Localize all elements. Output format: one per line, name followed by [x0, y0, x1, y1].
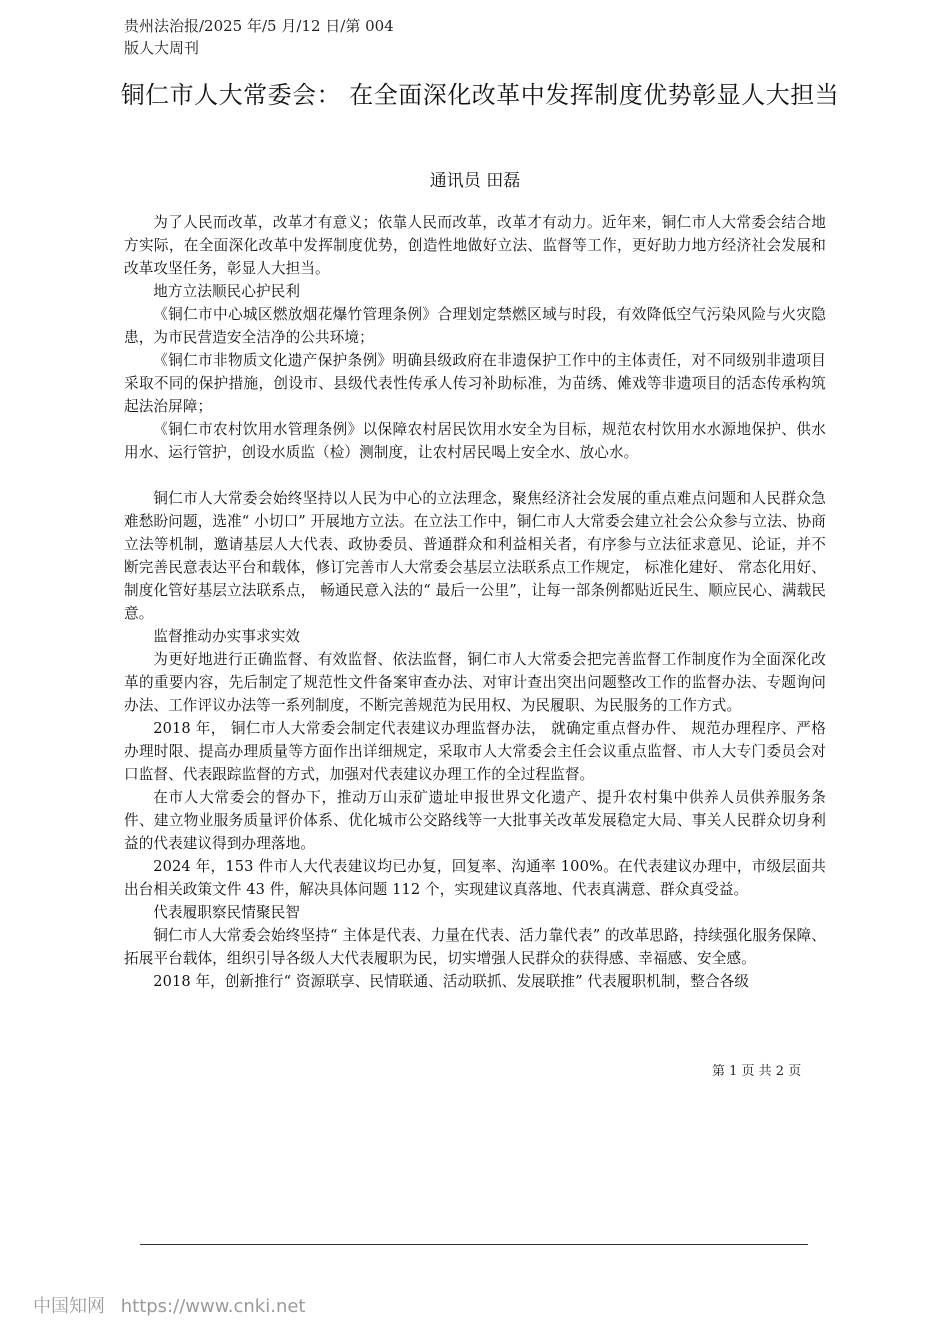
paragraph: 为更好地进行正确监督、有效监督、依法监督，铜仁市人大常委会把完善监督工作制度作为全面深化改革的重要内容，先后制定了规范性文件备案审查办法、对审计查出突出问题整改工作的监督办法、专题询问办法、工作评议办法等一系列制度，不断完善规范为民用权、为民履职、为民服务的工作方式。 [124, 651, 826, 714]
section-heading: 监督推动办实事求实效 [153, 628, 301, 645]
paragraph: 2018 年， 铜仁市人大常委会制定代表建议办理监督办法， 就确定重点督办件、 规范办理程序、严格办理时限、提高办理质量等方面作出详细规定，采取市人大常委会主任会议重点监督、市人大专门委员会对口监督、代表跟踪监督的方式，加强对代表建议办理工作的全过程监督。 [124, 720, 826, 783]
paragraph: 2018 年，创新推行“ 资源联享、民情联通、活动联抓、发展联推” 代表履职机制，整合各级 [153, 973, 750, 990]
section-heading: 代表履职察民情聚民智 [153, 904, 301, 921]
cnki-logo-text: 中国知网 [33, 1296, 105, 1317]
article-body [124, 211, 826, 993]
paragraph: 2024 年，153 件市人大代表建议均已办复，回复率、沟通率 100%。在代表建议办理中，市级层面共出台相关政策文件 43 件，解决具体问题 112 个，实现建议真落地、代表真满意、群众真受益。 [124, 858, 826, 898]
paragraph: 为了人民而改革，改革才有意义；依靠人民而改革，改革才有动力。近年来，铜仁市人大常委会结合地方实际，在全面深化改革中发挥制度优势，创造性地做好立法、监督等工作，更好助力地方经济社会发展和改革攻坚任务，彰显人大担当。 [124, 214, 826, 277]
source-line-1: 贵州法治报/2025 年/5 月/12 日/第 004 [124, 17, 394, 35]
source-info [124, 15, 394, 59]
footer [33, 1292, 305, 1318]
paragraph: 《铜仁市农村饮用水管理条例》以保障农村居民饮用水安全为目标，规范农村饮用水水源地保护、供水用水、运行管护，创设水质监（检）测制度，让农村居民喝上安全水、放心水。 [124, 421, 826, 461]
footer-divider [140, 1244, 808, 1245]
paragraph: 铜仁市人大常委会始终坚持以人民为中心的立法理念，聚焦经济社会发展的重点难点问题和人民群众急难愁盼问题，选准“ 小切口” 开展地方立法。在立法工作中，铜仁市人大常委会建立社会公众参与立法、协商立法等机制，邀请基层人大代表、政协委员、普通群众和利益相关者，有序参与立法征求意见、论证，并不断完善民意表达平台和载体，修订完善市人大常委会基层立法联系点工作规定， 标准化建好、 常态化用好、 制度化管好基层立法联系点， 畅通民意入法的“ 最后一公里”，让每一部条例都贴近民生、顺应民心、满载民意。 [124, 490, 826, 622]
paragraph: 《铜仁市非物质文化遗产保护条例》明确县级政府在非遗保护工作中的主体责任，对不同级别非遗项目采取不同的保护措施，创设市、县级代表性传承人传习补助标准，为苗绣、傩戏等非遗项目的活态传承构筑起法治屏障； [124, 352, 826, 415]
blank-line [124, 464, 826, 487]
source-line-2: 版人大周刊 [124, 39, 200, 57]
article-title: 铜仁市人大常委会： 在全面深化改革中发挥制度优势彰显人大担当 [120, 81, 840, 109]
paragraph: 铜仁市人大常委会始终坚持“ 主体是代表、力量在代表、活力靠代表” 的改革思路，持续强化服务保障、拓展平台载体，组织引导各级人大代表履职为民，切实增强人民群众的获得感、幸福感、安全感。 [124, 927, 826, 967]
section-heading: 地方立法顺民心护民利 [153, 283, 301, 300]
paragraph: 在市人大常委会的督办下，推动万山汞矿遗址申报世界文化遗产、提升农村集中供养人员供养服务条件、建立物业服务质量评价体系、优化城市公交路线等一大批事关改革发展稳定大局、事关人民群众切身利益的代表建议得到办理落地。 [124, 789, 826, 852]
article-author: 通讯员 田磊 [429, 171, 521, 191]
page-number: 第 1 页 共 2 页 [712, 1064, 802, 1079]
cnki-url-link[interactable]: https://www.cnki.net [120, 1296, 306, 1317]
paragraph: 《铜仁市中心城区燃放烟花爆竹管理条例》合理划定禁燃区域与时段，有效降低空气污染风险与火灾隐患，为市民营造安全洁净的公共环境； [124, 306, 826, 346]
